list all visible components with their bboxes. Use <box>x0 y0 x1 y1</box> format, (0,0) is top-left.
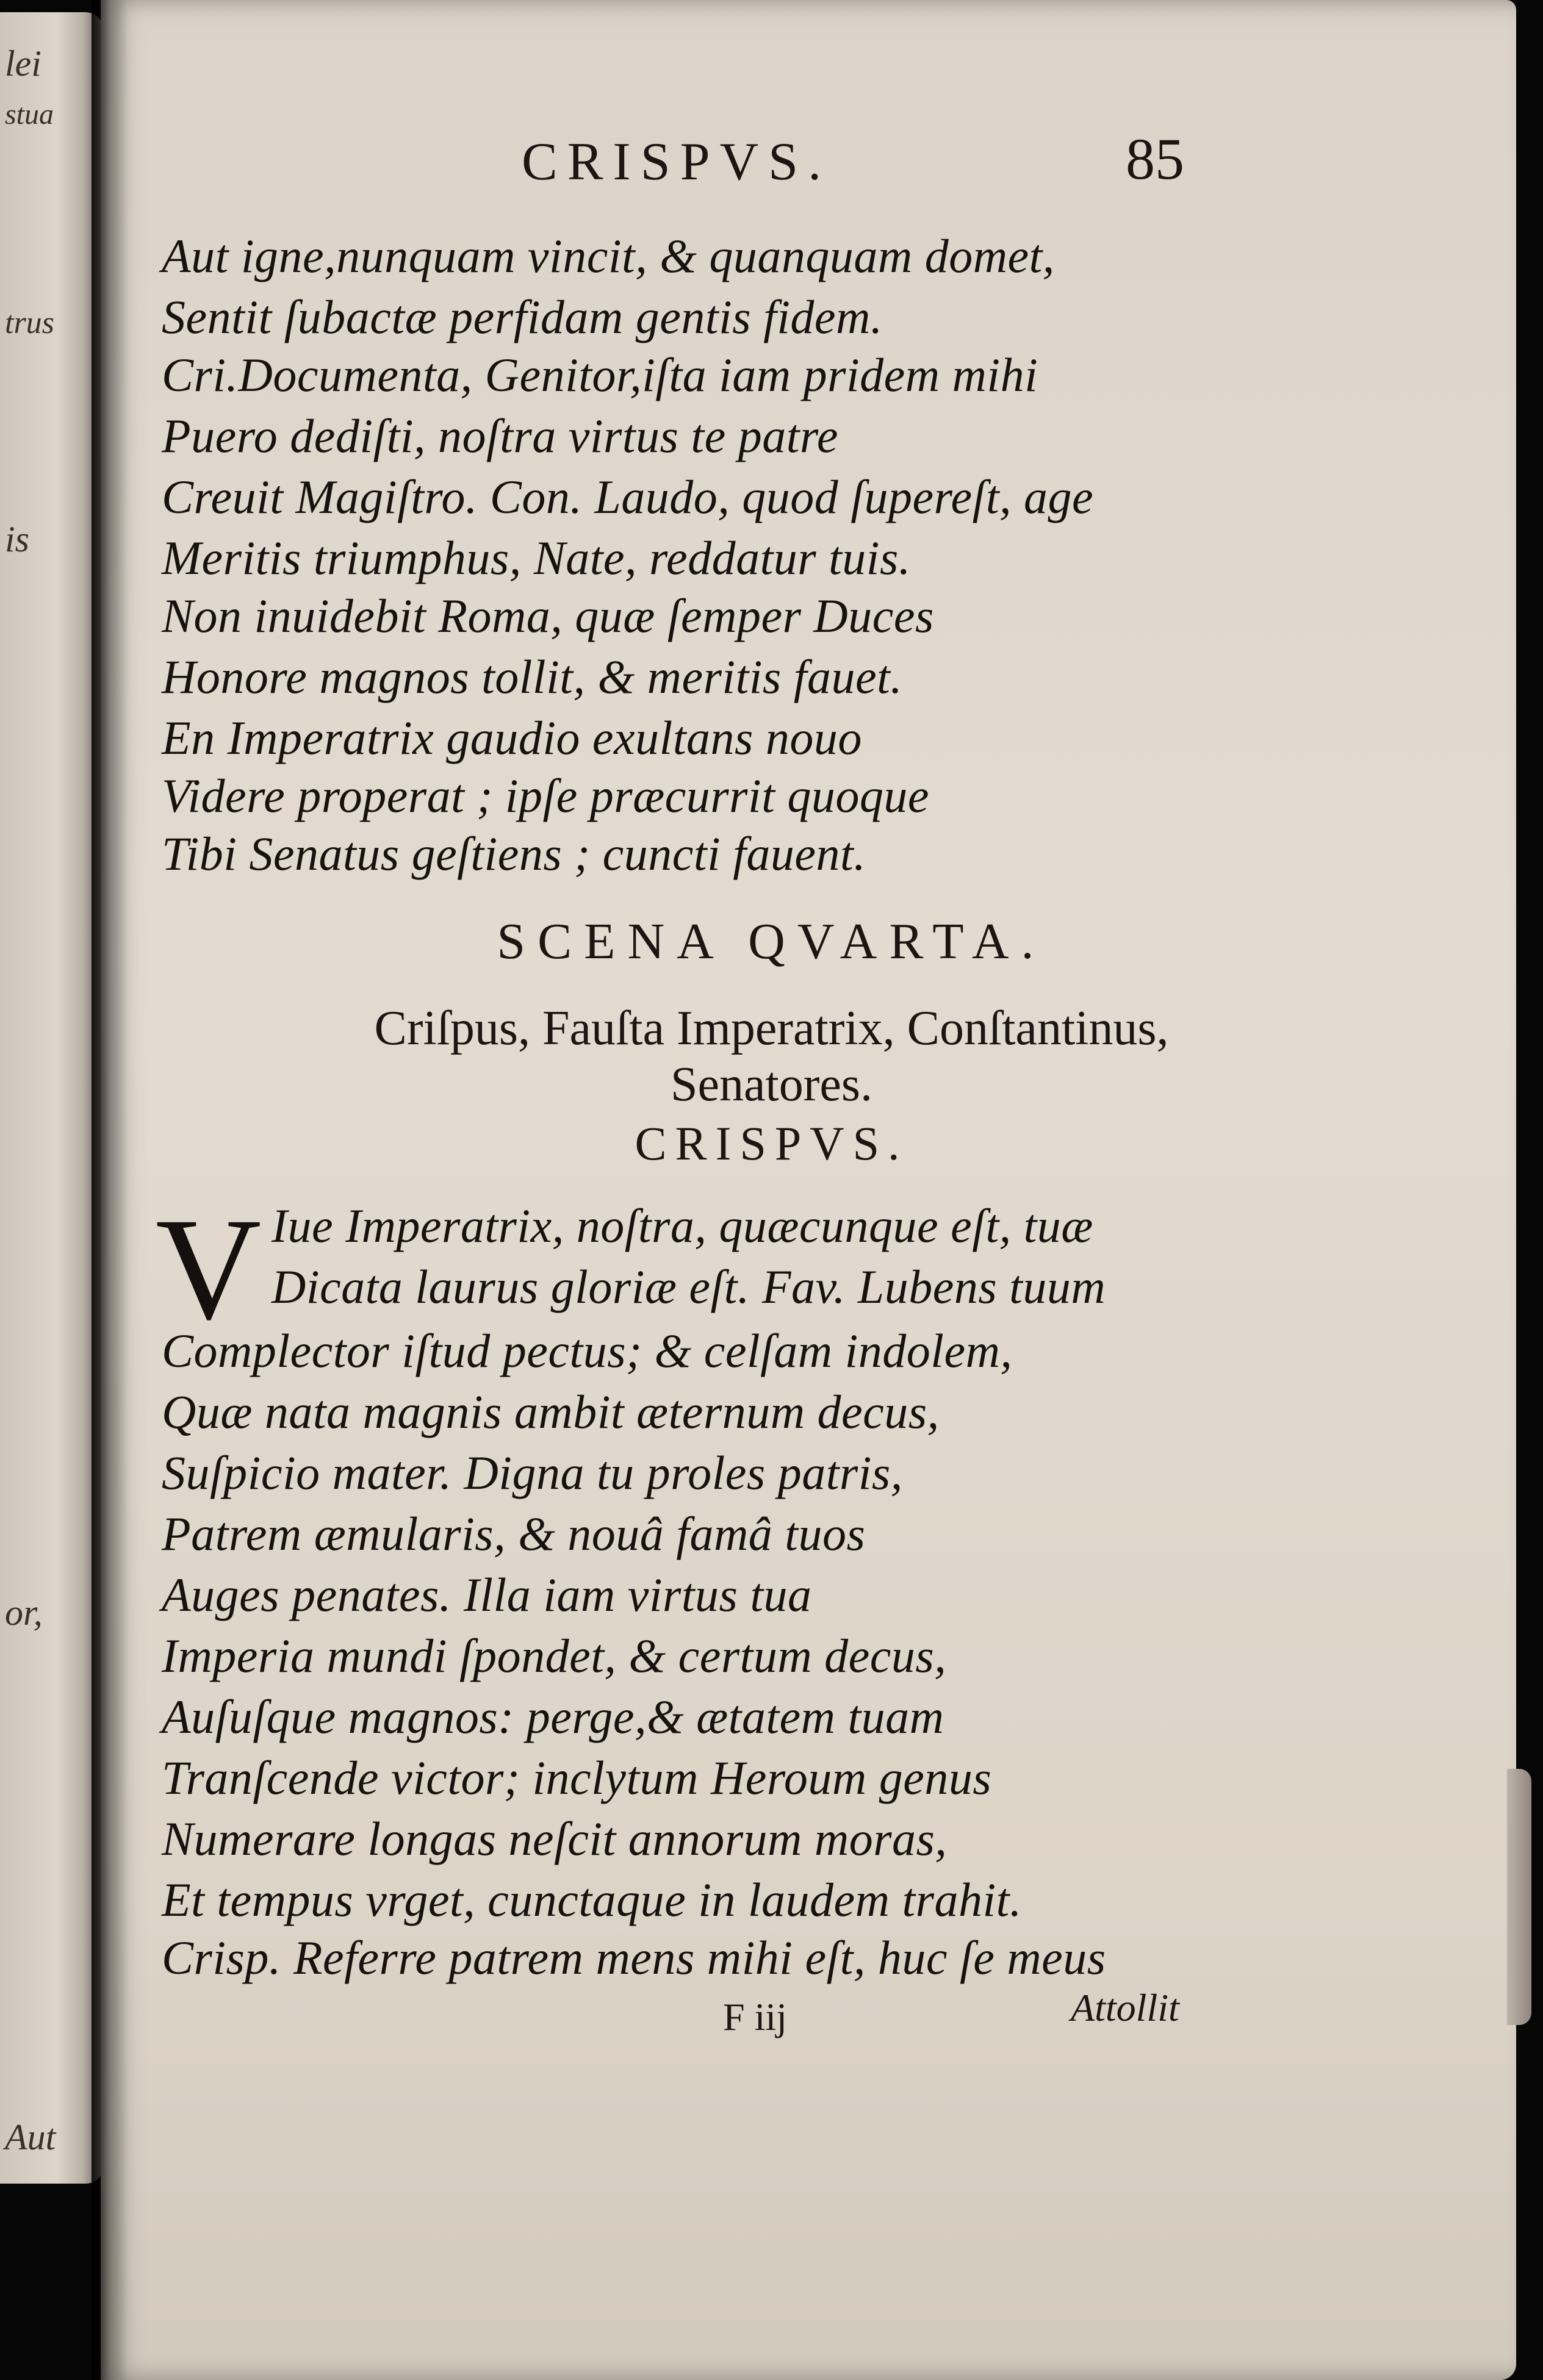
facing-page-fragment: lei <box>5 43 41 84</box>
verse-line: Numerare longas neſcit annorum moras, <box>162 1812 948 1865</box>
verse-line: Honore magnos tollit, & meritis fauet. <box>162 650 903 703</box>
verse-line: Patrem æmularis, & nouâ famâ tuos <box>162 1507 866 1560</box>
dramatis-personae <box>0 1000 1543 1113</box>
verse-line: En Imperatrix gaudio exultans nouo <box>162 711 862 764</box>
facing-page-fragment: trus <box>5 306 54 340</box>
verse-line: Auges penates. Illa iam virtus tua <box>162 1568 812 1621</box>
facing-page-fragment: or, <box>5 1593 43 1633</box>
facing-page-fragment: stua <box>5 98 54 131</box>
verse-line: Videre properat ; ipſe præcurrit quoque <box>162 769 929 822</box>
verse-line: Tranſcende victor; inclytum Heroum genus <box>162 1751 992 1804</box>
verse-line: Sentit ſubactæ perfidam gentis fidem. <box>162 290 883 343</box>
verse-line: Cri.Documenta, Genitor,iſta iam pridem mihi <box>162 348 1038 401</box>
verse-line: Tibi Senatus geſtiens ; cuncti fauent. <box>162 827 866 880</box>
verse-line: Crisp. Referre patrem mens mihi eſt, huc ſe meus <box>162 1931 1106 1984</box>
facing-page-fragment: is <box>5 519 30 559</box>
drop-cap: V <box>156 1188 262 1350</box>
scene-heading: SCENA QVARTA. <box>497 913 1046 970</box>
verse-line: Iue Imperatrix, noſtra, quæcunque eſt, tuæ <box>272 1199 1093 1252</box>
speaker-name: CRISPVS. <box>635 1117 908 1170</box>
page-edge <box>1507 1769 1531 2025</box>
signature-mark: F iij <box>723 1995 787 2038</box>
verse-line: Complector iſtud pectus; & celſam indolem, <box>162 1324 1013 1377</box>
verse-line: Quæ nata magnis ambit æternum decus, <box>162 1385 940 1438</box>
characters-line: Criſpus, Fauſta Imperatrix, Conſtantinus, <box>374 1002 1169 1055</box>
verse-line: Puero dediſti, noſtra virtus te patre <box>162 409 838 462</box>
facing-page-fragment: Aut <box>5 2117 56 2157</box>
catchword: Attollit <box>1071 1986 1179 2029</box>
verse-line: Creuit Magiſtro. Con. Laudo, quod ſupereſt, age <box>162 470 1094 523</box>
characters-line: Senatores. <box>670 1058 872 1111</box>
page-number: 85 <box>1126 126 1184 192</box>
verse-line: Suſpicio mater. Digna tu proles patris, <box>162 1446 903 1499</box>
gutter-shadow <box>92 0 128 2380</box>
verse-line: Imperia mundi ſpondet, & certum decus, <box>162 1629 947 1682</box>
verse-line: Dicata laurus gloriæ eſt. Fav. Lubens tuum <box>272 1260 1106 1313</box>
verse-line: Auſuſque magnos: perge,& ætatem tuam <box>162 1690 944 1743</box>
running-head: CRISPVS. <box>522 132 832 192</box>
verse-line: Et tempus vrget, cunctaque in laudem trahit. <box>162 1873 1022 1926</box>
verse-line: Aut igne,nunquam vincit, & quanquam domet, <box>162 229 1055 282</box>
verse-line: Non inuidebit Roma, quæ ſemper Duces <box>162 589 934 642</box>
verse-line: Meritis triumphus, Nate, reddatur tuis. <box>162 531 911 584</box>
